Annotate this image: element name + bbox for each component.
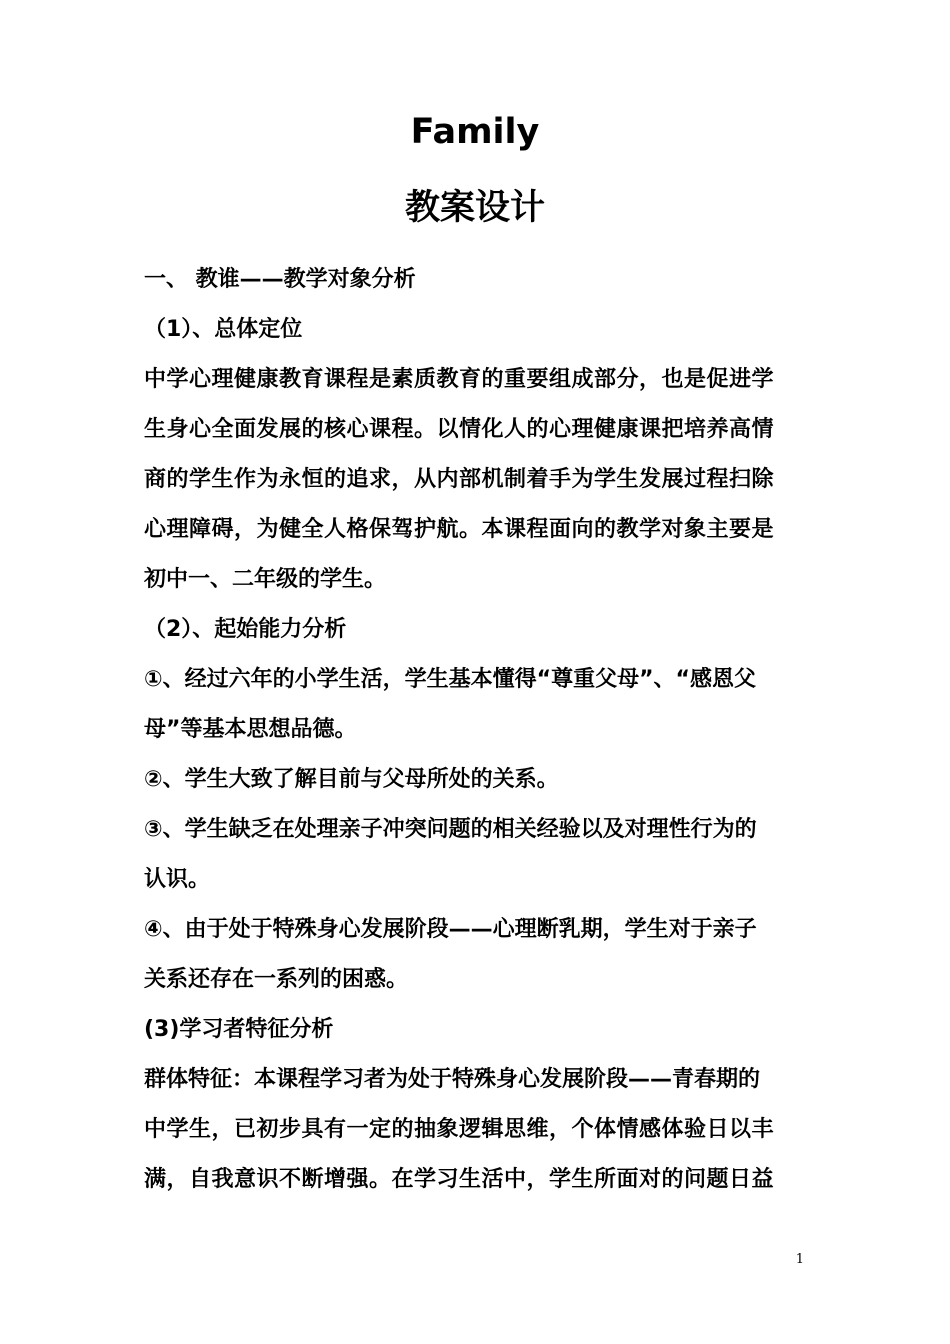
subsection-heading-3: (3)学习者特征分析	[144, 1017, 334, 1042]
document-title-en: Family	[410, 112, 540, 152]
list-item-line: ②、学生大致了解目前与父母所处的关系。	[144, 767, 559, 792]
paragraph-line: 初中一、二年级的学生。	[144, 567, 387, 592]
paragraph-line: 群体特征：本课程学习者为处于特殊身心发展阶段——青春期的	[144, 1067, 761, 1092]
paragraph-line: 心理障碍，为健全人格保驾护航。本课程面向的教学对象主要是	[144, 517, 775, 542]
list-item-line: 母”等基本思想品德。	[144, 717, 357, 742]
paragraph-line: 商的学生作为永恒的追求，从内部机制着手为学生发展过程扫除	[144, 467, 775, 492]
list-item-line: 认识。	[144, 867, 211, 892]
section-heading-1: 一、 教谁——教学对象分析	[144, 267, 416, 292]
list-item-line: ①、经过六年的小学生活，学生基本懂得“尊重父母”、“感恩父	[144, 667, 757, 692]
paragraph-line: 中学生，已初步具有一定的抽象逻辑思维，个体情感体验日以丰	[144, 1117, 775, 1142]
paragraph-line: 满，自我意识不断增强。在学习生活中，学生所面对的问题日益	[144, 1167, 775, 1192]
paragraph-line: 生身心全面发展的核心课程。以情化人的心理健康课把培养高情	[144, 417, 775, 442]
paragraph-line: 中学心理健康教育课程是素质教育的重要组成部分，也是促进学	[144, 367, 775, 392]
subsection-heading-2: （2）、起始能力分析	[144, 617, 347, 642]
page-number: 1	[795, 1252, 804, 1267]
list-item-line: 关系还存在一系列的困惑。	[144, 967, 409, 992]
list-item-line: ③、学生缺乏在处理亲子冲突问题的相关经验以及对理性行为的	[144, 817, 757, 842]
document-title-cn: 教案设计	[404, 188, 545, 228]
subsection-heading-1: （1）、总体定位	[144, 317, 303, 342]
document-body	[144, 258, 812, 1208]
list-item-line: ④、由于处于特殊身心发展阶段——心理断乳期，学生对于亲子	[144, 917, 757, 942]
